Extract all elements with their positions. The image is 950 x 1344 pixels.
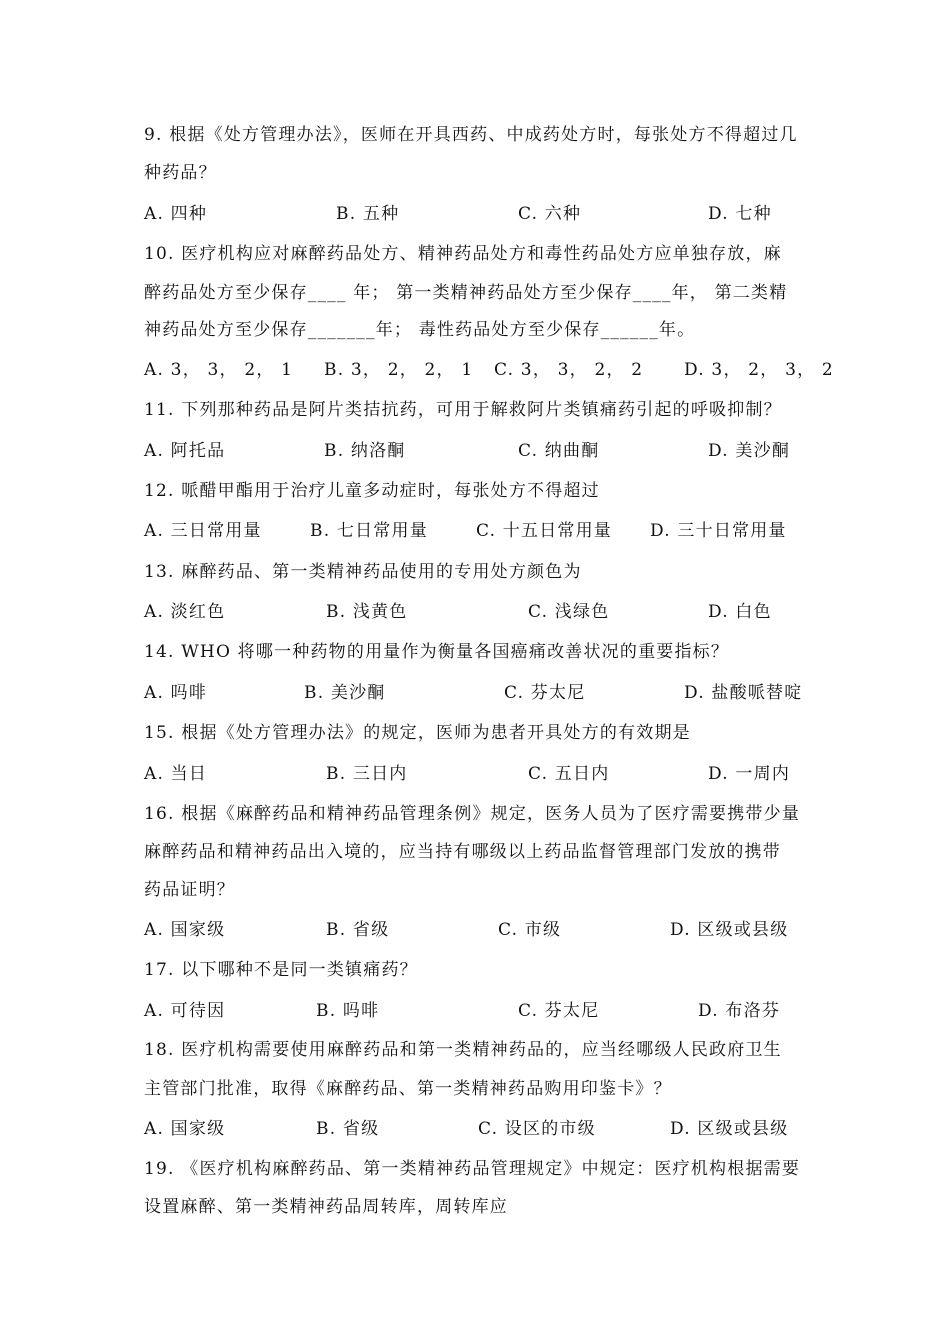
option-c: C. 五日内 xyxy=(528,764,610,784)
question-10-line-1: 10. 医疗机构应对麻醉药品处方、精神药品处方和毒性药品处方应单独存放，麻 xyxy=(144,244,782,264)
option-c: C. 市级 xyxy=(498,920,562,940)
question-16-line-3: 药品证明？ xyxy=(144,880,235,900)
option-a: A. 三日常用量 xyxy=(144,521,262,541)
question-16-line-1: 16. 根据《麻醉药品和精神药品管理条例》规定，医务人员为了医疗需要携带少量 xyxy=(144,804,801,824)
option-d: D. 盐酸哌替啶 xyxy=(684,683,803,703)
option-b: B. 五种 xyxy=(336,204,400,224)
option-a: A. 可待因 xyxy=(144,1001,226,1021)
option-c: C. 3， 3， 2， 2 xyxy=(494,360,644,380)
question-11-line-1: 11. 下列那种药品是阿片类拮抗药，可用于解救阿片类镇痛药引起的呼吸抑制？ xyxy=(144,400,782,420)
question-13-line-1: 13. 麻醉药品、第一类精神药品使用的专用处方颜色为 xyxy=(144,562,582,582)
option-b: B. 省级 xyxy=(326,920,390,940)
option-a: A. 淡红色 xyxy=(144,602,226,622)
option-b: B. 3， 2， 2， 1 xyxy=(324,360,474,380)
option-a: A. 国家级 xyxy=(144,920,226,940)
question-19-line-1: 19. 《医疗机构麻醉药品、第一类精神药品管理规定》中规定：医疗机构根据需要 xyxy=(144,1159,801,1179)
option-d: D. 区级或县级 xyxy=(670,1119,789,1139)
option-a: A. 3， 3， 2， 1 xyxy=(144,360,294,380)
option-b: B. 七日常用量 xyxy=(310,521,428,541)
question-15-options xyxy=(144,762,814,786)
question-15-line-1: 15. 根据《处方管理办法》的规定，医师为患者开具处方的有效期是 xyxy=(144,723,691,743)
option-c: C. 十五日常用量 xyxy=(476,521,613,541)
option-a: A. 阿托品 xyxy=(144,441,226,461)
option-a: A. 四种 xyxy=(144,204,208,224)
question-12-line-1: 12. 哌醋甲酯用于治疗儿童多动症时，每张处方不得超过 xyxy=(144,481,600,501)
question-16-line-2: 麻醉药品和精神药品出入境的，应当持有哪级以上药品监督管理部门发放的携带 xyxy=(144,842,781,862)
option-c: C. 六种 xyxy=(518,204,582,224)
option-b: B. 省级 xyxy=(316,1119,380,1139)
question-9-line-1: 9. 根据《处方管理办法》，医师在开具西药、中成药处方时，每张处方不得超过几 xyxy=(144,125,798,145)
option-a: A. 吗啡 xyxy=(144,683,208,703)
option-c: C. 芬太尼 xyxy=(504,683,586,703)
option-b: B. 浅黄色 xyxy=(326,602,408,622)
option-d: D. 一周内 xyxy=(708,764,791,784)
question-10-line-3: 神药品处方至少保存_______年； 毒性药品处方至少保存______年。 xyxy=(144,320,696,340)
question-18-line-1: 18. 医疗机构需要使用麻醉药品和第一类精神药品的，应当经哪级人民政府卫生 xyxy=(144,1040,782,1060)
option-b: B. 三日内 xyxy=(326,764,408,784)
option-d: D. 白色 xyxy=(708,602,772,622)
question-9-options xyxy=(144,202,814,226)
question-14-options xyxy=(144,681,814,705)
question-10-line-2: 醉药品处方至少保存____ 年； 第一类精神药品处方至少保存____年， 第二类精 xyxy=(144,283,788,303)
question-18-options xyxy=(144,1117,814,1141)
question-18-line-2: 主管部门批准，取得《麻醉药品、第一类精神药品购用印鉴卡》？ xyxy=(144,1079,672,1099)
question-14-line-1: 14. WHO 将哪一种药物的用量作为衡量各国癌痛改善状况的重要指标？ xyxy=(144,642,730,662)
question-16-options xyxy=(144,918,814,942)
question-17-options xyxy=(144,999,814,1023)
question-10-options xyxy=(144,358,834,382)
option-d: D. 美沙酮 xyxy=(708,441,791,461)
option-b: B. 纳洛酮 xyxy=(324,441,406,461)
option-c: C. 浅绿色 xyxy=(528,602,610,622)
option-c: C. 芬太尼 xyxy=(518,1001,600,1021)
option-d: D. 三十日常用量 xyxy=(650,521,787,541)
question-17-line-1: 17. 以下哪种不是同一类镇痛药？ xyxy=(144,960,418,980)
option-a: A. 国家级 xyxy=(144,1119,226,1139)
question-13-options xyxy=(144,600,814,624)
question-9-line-2: 种药品？ xyxy=(144,163,217,183)
option-d: D. 3， 2， 3， 2 xyxy=(684,360,834,380)
question-12-options xyxy=(144,519,814,543)
option-b: B. 吗啡 xyxy=(316,1001,380,1021)
option-c: C. 纳曲酮 xyxy=(518,441,600,461)
option-d: D. 布洛芬 xyxy=(698,1001,781,1021)
option-d: D. 区级或县级 xyxy=(670,920,789,940)
option-b: B. 美沙酮 xyxy=(304,683,386,703)
question-19-line-2: 设置麻醉、第一类精神药品周转库，周转库应 xyxy=(144,1197,508,1217)
option-c: C. 设区的市级 xyxy=(478,1119,596,1139)
option-a: A. 当日 xyxy=(144,764,208,784)
question-11-options xyxy=(144,439,814,463)
option-d: D. 七种 xyxy=(708,204,772,224)
